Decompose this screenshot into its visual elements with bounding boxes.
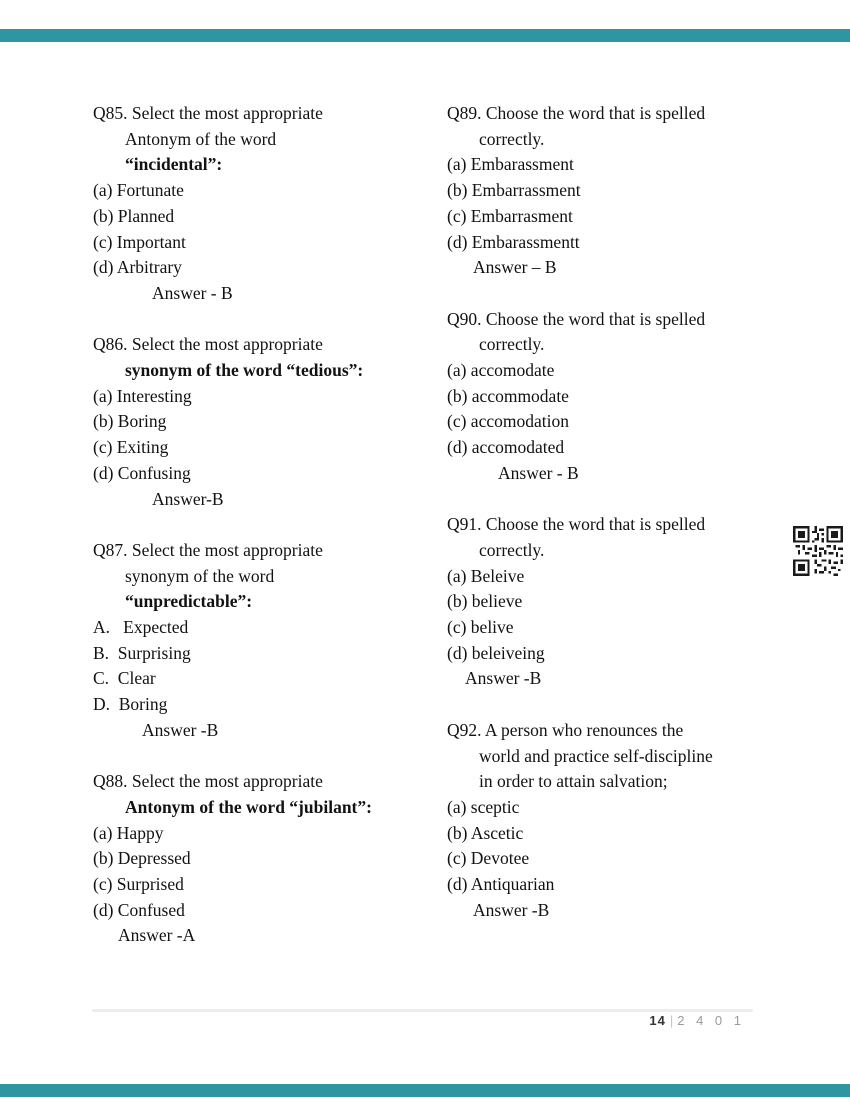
option-a: (a) Happy [93, 822, 164, 843]
answer-line: Answer-B [152, 488, 224, 509]
option-b: (b) believe [447, 591, 523, 612]
option-c: C. Clear [93, 668, 156, 689]
answer-line: Answer - B [498, 462, 579, 483]
option-a: (a) accomodate [447, 360, 555, 381]
answer-line: Answer -B [473, 899, 550, 920]
question-title-line: Q88. Select the most appropriate [93, 771, 323, 792]
question-q89 [447, 101, 822, 281]
question-q86 [93, 332, 438, 512]
option-c: (c) belive [447, 617, 514, 638]
column-right [447, 101, 822, 949]
question-title-line: Q89. Choose the word that is spelled [447, 103, 706, 123]
option-b: (b) accommodate [447, 385, 569, 406]
column-left [93, 101, 438, 975]
question-title-line: Q87. Select the most appropriate [93, 539, 323, 560]
question-keyword-line: Antonym of the word “jubilant”: [125, 796, 372, 817]
footer [560, 1012, 745, 1030]
option-c: (c) Devotee [447, 848, 530, 869]
option-b: (b) Ascetic [447, 822, 524, 843]
question-title-line: Q92. A person who renounces the [447, 719, 684, 740]
question-keyword-line: “unpredictable”: [125, 591, 253, 612]
question-title-line: correctly. [479, 334, 545, 355]
question-title-line: Q90. Choose the word that is spelled [447, 308, 706, 329]
question-title-line: Q91. Choose the word that is spelled [447, 514, 706, 535]
question-title-line: world and practice self-discipline [479, 745, 713, 766]
option-b: (b) Planned [93, 205, 175, 226]
question-title-line: correctly. [479, 128, 545, 149]
option-a: (a) Embarassment [447, 154, 574, 175]
option-c: (c) Important [93, 231, 186, 252]
answer-line: Answer -A [118, 925, 196, 946]
option-d: (d) Confused [93, 899, 185, 920]
question-q90 [447, 307, 822, 487]
question-title-line: synonym of the word [125, 565, 275, 586]
option-d: (d) Antiquarian [447, 874, 555, 895]
question-q91 [447, 512, 822, 692]
question-title-line: Antonym of the word [125, 128, 277, 149]
bottom-teal-band [0, 1084, 850, 1097]
question-q85 [93, 101, 438, 307]
option-b: (b) Boring [93, 411, 167, 432]
option-c: (c) Embarrasment [447, 205, 573, 226]
question-q88 [93, 769, 438, 949]
question-title-line: correctly. [479, 539, 545, 560]
option-d: (d) Embarassmentt [447, 231, 580, 252]
page-number: 14 [649, 1013, 666, 1028]
qr-code-icon [793, 526, 843, 576]
answer-line: Answer - B [152, 282, 233, 303]
question-title-line: Q85. Select the most appropriate [93, 103, 323, 123]
option-a: A. Expected [93, 617, 189, 638]
question-title-line: in order to attain salvation; [479, 771, 668, 792]
option-a: (a) Interesting [93, 385, 192, 406]
answer-line: Answer -B [142, 719, 219, 740]
option-c: (c) Surprised [93, 874, 184, 895]
answer-line: Answer -B [465, 668, 542, 689]
option-d: D. Boring [93, 694, 168, 715]
answer-line: Answer – B [473, 257, 557, 278]
option-d: (d) Arbitrary [93, 257, 182, 278]
option-a: (a) Beleive [447, 565, 525, 586]
option-d: (d) accomodated [447, 437, 565, 458]
option-b: (b) Depressed [93, 848, 191, 869]
question-keyword-line: “incidental”: [125, 154, 223, 175]
option-c: (c) Exiting [93, 437, 169, 458]
option-d: (d) Confusing [93, 462, 191, 483]
question-keyword-line: synonym of the word “tedious”: [125, 360, 364, 381]
question-q87 [93, 538, 438, 744]
option-a: (a) sceptic [447, 796, 520, 817]
top-teal-band [0, 29, 850, 42]
question-title-line: Q86. Select the most appropriate [93, 334, 323, 355]
footer-code: 2 4 0 1 [677, 1013, 745, 1028]
option-b: (b) Embarrassment [447, 180, 581, 201]
option-a: (a) Fortunate [93, 180, 184, 201]
footer-separator: | [669, 1013, 674, 1028]
question-q92 [447, 718, 822, 924]
option-b: B. Surprising [93, 642, 191, 663]
option-c: (c) accomodation [447, 411, 569, 432]
option-d: (d) beleiveing [447, 642, 545, 663]
